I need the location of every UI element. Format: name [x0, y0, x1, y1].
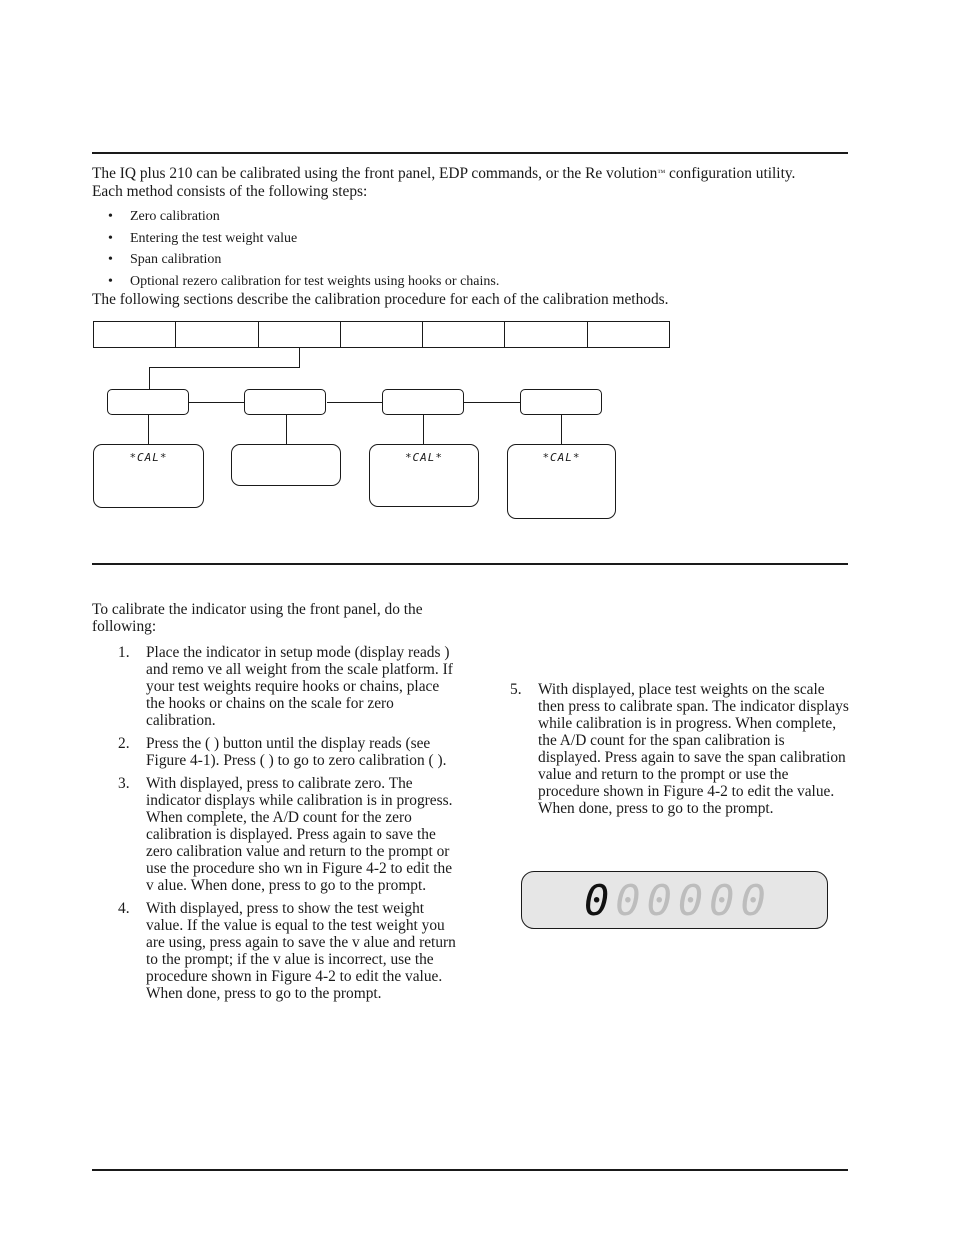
menu-cell — [94, 322, 176, 347]
connector-line — [327, 402, 383, 403]
front-panel-steps-left — [92, 644, 458, 1008]
step-number: 1. — [118, 644, 130, 661]
lcd-dim-digits: 00000 — [615, 876, 772, 925]
list-item — [92, 644, 458, 729]
menu-cell — [423, 322, 505, 347]
front-panel-steps-right — [484, 681, 850, 817]
step-number: 4. — [118, 900, 130, 917]
list-item — [92, 735, 458, 769]
submenu-box-weight — [244, 389, 326, 415]
connector-line — [464, 402, 521, 403]
submenu-box-rezero — [520, 389, 602, 415]
front-panel-lead: To calibrate the indicator using the front panel, do the following: — [92, 601, 423, 635]
menu-cell — [588, 322, 669, 347]
display-box-span — [369, 444, 479, 507]
connector-line — [149, 367, 150, 389]
list-item: • Zero calibration — [108, 208, 499, 230]
list-item — [92, 900, 458, 1002]
submenu-box-zero — [107, 389, 189, 415]
cal-display-label: *CAL* — [542, 451, 581, 464]
menu-cell — [505, 322, 587, 347]
cal-display-label: *CAL* — [129, 451, 168, 464]
display-box-zero — [93, 444, 204, 508]
lcd-digits — [584, 876, 772, 925]
step-text: Place the indicator in setup mode (display reads ) and remo ve all weight from the scale platform. If your test weights require hooks or chains, place the hooks or chains on the scale for zero calibration. — [146, 644, 453, 729]
trademark-mark: ™ — [657, 168, 666, 177]
section-rule-bottom — [92, 1169, 848, 1171]
section-rule-top — [92, 152, 848, 154]
step-number: 5. — [510, 681, 522, 698]
menu-cell-calibration — [259, 322, 341, 347]
list-item: • Span calibration — [108, 251, 499, 273]
menu-cell — [176, 322, 258, 347]
connector-line — [561, 415, 562, 444]
display-box-rezero — [507, 444, 616, 519]
list-item — [484, 681, 850, 817]
submenu-box-span — [382, 389, 464, 415]
step-text: With displayed, press to calibrate zero. The indicator displays while calibration is in progress. When complete, the A/D count for the zero calibration is displayed. Press again to save the zero calibration value and return to the prompt or use the procedure sho wn in Figure 4-2 to edit the v alue. When done, press to go to the prompt. — [146, 775, 453, 894]
list-item: • Optional rezero calibration for test weights using hooks or chains. — [108, 273, 499, 295]
step-text: Press the ( ) button until the display reads (see Figure 4-1). Press ( ) to go to zero calibration ( ). — [146, 735, 447, 769]
sections-description: The following sections describe the calibration procedure for each of the calibration methods. — [92, 291, 669, 308]
connector-line — [189, 402, 245, 403]
lcd-display — [521, 871, 828, 929]
intro-paragraph — [92, 165, 852, 201]
step-number: 3. — [118, 775, 130, 792]
cal-display-label: *CAL* — [404, 451, 444, 464]
intro-line-2: Each method consists of the following steps: — [92, 183, 368, 200]
list-item — [92, 775, 458, 894]
step-text: With displayed, place test weights on the scale then press to calibrate span. The indicator displays while calibration is in progress. When complete, the A/D count for the span calibration is displayed. Press again to save the span calibration value and return to the prompt or use the procedure shown in Figure 4-2 to edit the value. When done, press to go to the prompt. — [538, 681, 849, 817]
display-box-weight — [231, 444, 341, 486]
connector-line — [148, 415, 149, 444]
connector-line — [299, 348, 300, 368]
step-number: 2. — [118, 735, 130, 752]
lcd-lit-digit: 0 — [584, 876, 616, 925]
section-rule-middle — [92, 563, 848, 565]
menu-structure-row — [93, 321, 670, 348]
list-item: • Entering the test weight value — [108, 230, 499, 252]
calibration-steps-list — [108, 208, 499, 294]
connector-line — [286, 415, 287, 444]
connector-line — [149, 367, 300, 368]
intro-line-1-end: configuration utility. — [665, 165, 796, 182]
menu-cell — [341, 322, 423, 347]
connector-line — [423, 415, 424, 444]
step-text: With displayed, press to show the test weight value. If the value is equal to the test weight you are using, press again to save the v alue and return to the prompt; if the v alue is incorrect, use the procedure shown in Figure 4-2 to edit the value. When done, press to go to the prompt. — [146, 900, 456, 1002]
intro-line-1: The IQ plus 210 can be calibrated using the front panel, EDP commands, or the Re volution — [92, 165, 658, 182]
